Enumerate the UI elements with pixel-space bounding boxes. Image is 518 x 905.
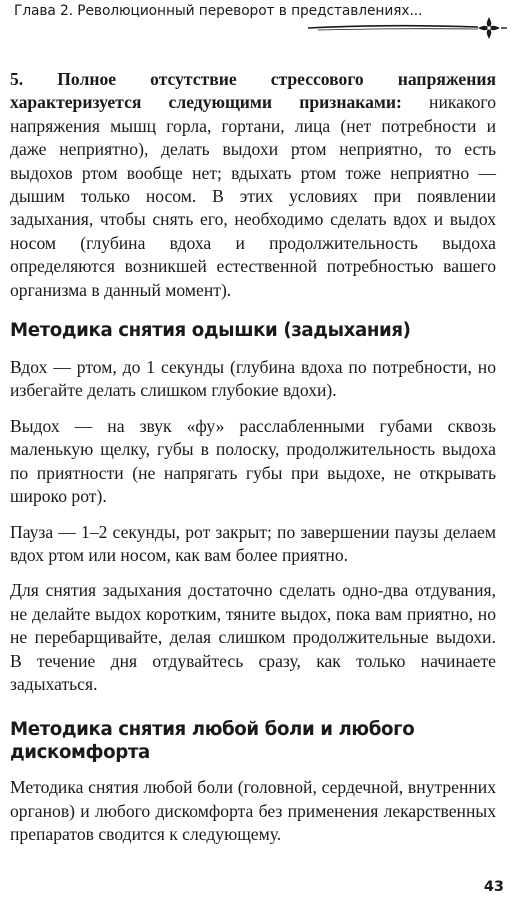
section-heading-dyspnea: Методика снятия одышки (задыхания) — [10, 320, 411, 342]
page-number: 43 — [483, 879, 504, 895]
paragraph-inhale: Вдох — ртом, до 1 секунды (глубина вдоха по потребности, но избегайте делать слишком глубокие вдохи). — [10, 357, 496, 401]
paragraph-stress-signs — [10, 68, 496, 302]
running-header — [8, 2, 508, 42]
paragraph-lead: 5. Полное отсутствие стрессового напряжения характеризуется следующими признаками: — [10, 69, 496, 113]
section-heading-pain: Методика снятия любой боли и любого дискомфорта — [10, 719, 415, 764]
paragraph-exhale: Выдох — на звук «фу» расслабленными губами сквозь маленькую щелку, губы в полоску, продолжительность выдоха по приятности (не напрягать губы при выдохе, не открывать широко рот). — [10, 415, 496, 507]
paragraph-pause: Пауза — 1–2 секунды, рот закрыт; по завершении паузы делаем вдох ртом или носом, как вам более приятно. — [10, 521, 496, 565]
paragraph-relief: Для снятия задыхания достаточно сделать одно-два отдувания, не делайте выдох коротким, тяните выдох, пока вам приятно, но не перебарщивайте, делая слишком продолжительные выдохи. В течение дня отдувайтесь сразу, как только начинаете задыхаться. — [10, 580, 496, 694]
ornament-divider-icon — [8, 12, 508, 42]
page-content — [10, 68, 496, 859]
running-header-title: Глава 2. Революционный переворот в представлениях... — [14, 3, 423, 19]
paragraph-pain-method: Методика снятия любой боли (головной, сердечной, внутренних органов) и любого дискомфорта без применения лекарственных препаратов сводится к следующему. — [10, 777, 496, 845]
paragraph-body: никакого напряжения мышц горла, гортани, лица (нет потребности и даже неприятно), делать выдохи ртом неприятно, то есть выдохов ртом вообще нет; вдыхать ртом тоже неприятно — дышим только носом. В этих условиях при появлении задыхания, чтобы снять его, необходимо сделать вдох и выдох носом (глубина вдоха и продолжительность выдоха определяются возникшей естественной потребностью вашего организма в данный момент). — [10, 92, 496, 300]
